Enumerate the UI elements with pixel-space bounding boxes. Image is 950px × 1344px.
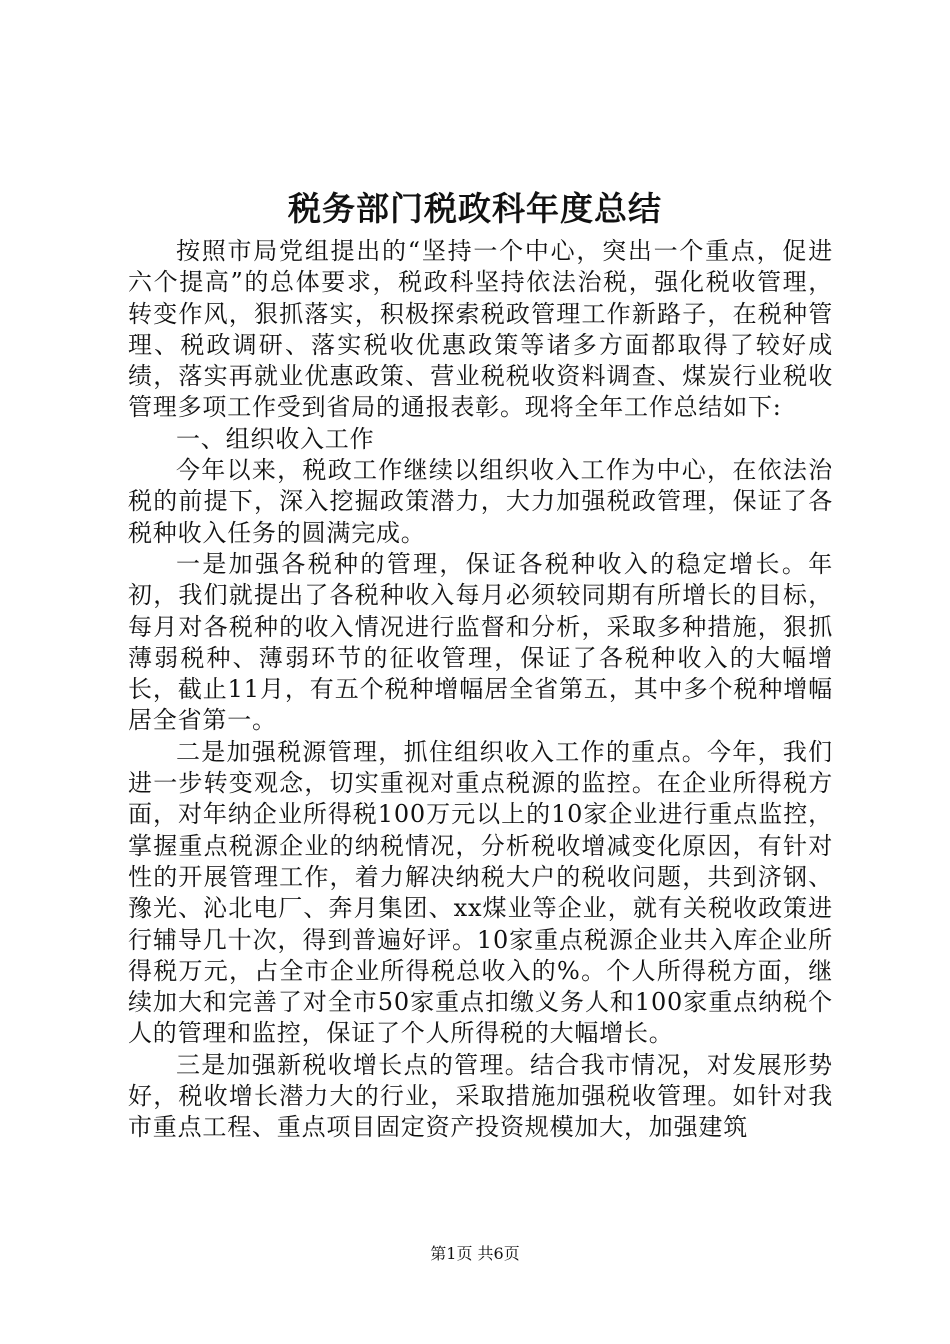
paragraph-intro: 按照市局党组提出的“坚持一个中心，突出一个重点，促进六个提高”的总体要求，税政科坚持依法治税，强化税收管理，转变作风，狠抓落实，积极探索税政管理工作新路子，在税种管理、税政调研、落实税收优惠政策等诸多方面都取得了较好成绩，落实再就业优惠政策、营业税税收资料调查、煤炭行业税收管理多项工作受到省局的通报表彰。现将全年工作总结如下: xyxy=(128,237,833,422)
page-footer: 第1页 共6页 xyxy=(430,1244,520,1263)
paragraph-tax-type-management: 一是加强各税种的管理，保证各税种收入的稳定增长。年初，我们就提出了各税种收入每月必须较同期有所增长的目标，每月对各税种的收入情况进行监督和分析，采取多种措施，狠抓薄弱税种、薄弱环节的征收管理，保证了各税种收入的大幅增长，截止11月，有五个税种增幅居全省第五，其中多个税种增幅居全省第一。 xyxy=(128,549,833,735)
document-title: 税务部门税政科年度总结 xyxy=(288,189,662,228)
paragraph-tax-source-management: 二是加强税源管理，抓住组织收入工作的重点。今年，我们进一步转变观念，切实重视对重点税源的监控。在企业所得税方面，对年纳企业所得税100万元以上的10家企业进行重点监控，掌握重点税源企业的纳税情况，分析税收增减变化原因，有针对性的开展管理工作，着力解决纳税大户的税收问题，共到济钢、豫光、沁北电厂、奔月集团、xx煤业等企业，就有关税收政策进行辅导几十次，得到普遍好评。10家重点税源企业共入库企业所得税万元，占全市企业所得税总收入的%。个人所得税方面，继续加大和完善了对全市50家重点扣缴义务人和100家重点纳税个人的管理和监控，保证了个人所得税的大幅增长。 xyxy=(128,737,833,1048)
section-heading-revenue: 一、组织收入工作 xyxy=(176,424,375,453)
paragraph-revenue-overview: 今年以来，税政工作继续以组织收入工作为中心，在依法治税的前提下，深入挖掘政策潜力，大力加强税政管理，保证了各税种收入任务的圆满完成。 xyxy=(128,456,833,547)
document-body xyxy=(128,236,833,1144)
paragraph-new-growth-points: 三是加强新税收增长点的管理。结合我市情况，对发展形势好，税收增长潜力大的行业，采取措施加强税收管理。如针对我市重点工程、重点项目固定资产投资规模加大，加强建筑 xyxy=(128,1050,833,1142)
